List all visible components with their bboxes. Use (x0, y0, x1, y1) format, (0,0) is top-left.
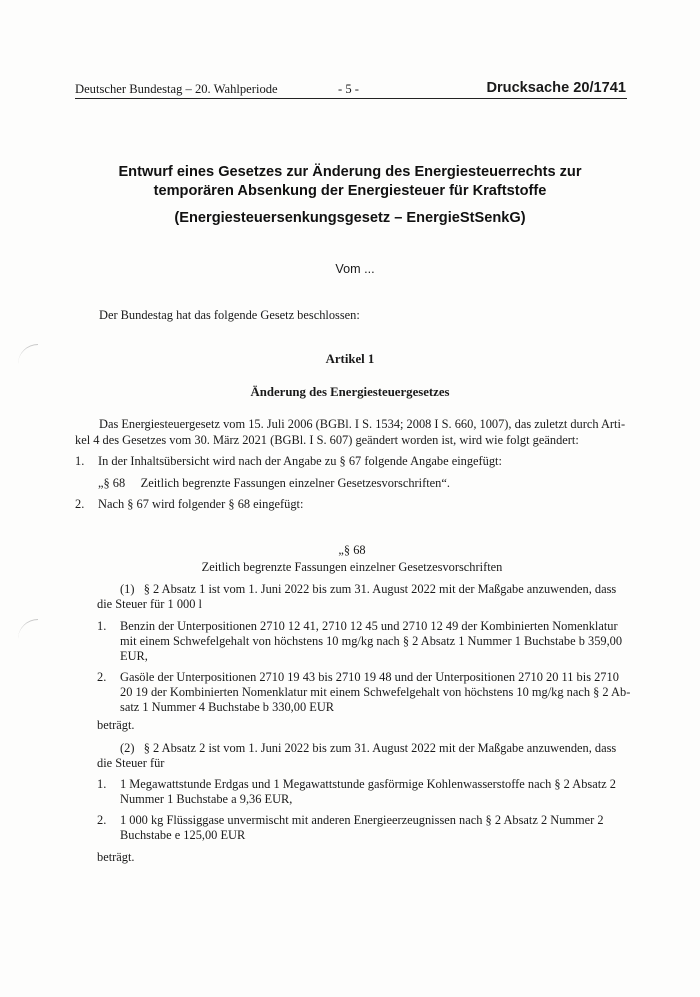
list-item-text: In der Inhaltsübersicht wird nach der Angabe zu § 67 folgende Angabe eingefügt: (98, 454, 502, 468)
absatz-1-line-1: (1) § 2 Absatz 1 ist vom 1. Juni 2022 bis zum 31. August 2022 mit der Maßgabe anzuwenden, dass (120, 582, 617, 596)
list-item-number: 2. (97, 670, 107, 684)
artikel-para-line-1: Das Energiesteuergesetz vom 15. Juli 2006 (BGBl. I S. 1534; 2008 I S. 660, 1007), das zuletzt durch Arti- (99, 417, 626, 431)
drucksache-prefix: Drucksache 20/ (486, 80, 594, 96)
title-line-1: Entwurf eines Gesetzes zur Änderung des Energiesteuerrechts zur (118, 164, 582, 180)
vom-date: Vom ... (335, 262, 375, 276)
scan-mark (18, 619, 38, 640)
paragraph-heading: „§ 68 (338, 543, 366, 557)
list-item-text: Nach § 67 wird folgender § 68 eingefügt: (98, 497, 304, 511)
list-item-line: Nummer 1 Buchstabe a 9,36 EUR, (120, 792, 293, 806)
paragraph-subheading: Zeitlich begrenzte Fassungen einzelner Gesetzesvorschriften (201, 560, 503, 574)
list-item-line: 1 000 kg Flüssiggase unvermischt mit anderen Energieerzeugnissen nach § 2 Absatz 2 Nummer 2 (120, 813, 604, 827)
list-item-line: EUR, (120, 649, 148, 663)
enactment-clause: Der Bundestag hat das folgende Gesetz beschlossen: (99, 308, 360, 322)
absatz-1-end: beträgt. (97, 718, 135, 732)
list-item-number: 1. (75, 454, 85, 468)
list-item-line: Buchstabe e 125,00 EUR (120, 828, 246, 842)
list-item-number: 1. (97, 619, 107, 633)
header-drucksache (486, 80, 626, 96)
list-item-number: 1. (97, 777, 107, 791)
list-item-line: Benzin der Unterpositionen 2710 12 41, 2710 12 45 und 2710 12 49 der Kombinierten Nomenklatur (120, 619, 618, 633)
list-item-sub: „§ 68 Zeitlich begrenzte Fassungen einzelner Gesetzesvorschriften“. (98, 476, 450, 490)
absatz-2-line-1: (2) § 2 Absatz 2 ist vom 1. Juni 2022 bis zum 31. August 2022 mit der Maßgabe anzuwenden, dass (120, 741, 617, 755)
list-item-line: 1 Megawattstunde Erdgas und 1 Megawattstunde gasförmige Kohlenwasserstoffe nach § 2 Absatz 2 (120, 777, 616, 791)
list-item-line: satz 1 Nummer 4 Buchstabe b 330,00 EUR (120, 700, 335, 714)
list-item-number: 2. (97, 813, 107, 827)
header-page-number: - 5 - (338, 82, 359, 96)
title-line-2: temporären Absenkung der Energiesteuer für Kraftstoffe (153, 183, 547, 199)
artikel-para-line-2: kel 4 des Gesetzes vom 30. März 2021 (BGBl. I S. 607) geändert worden ist, wird wie folgt geändert: (75, 433, 579, 447)
absatz-1-line-2: die Steuer für 1 000 l (97, 597, 202, 611)
list-item-number: 2. (75, 497, 85, 511)
list-item-line: mit einem Schwefelgehalt von höchstens 10 mg/kg nach § 2 Absatz 1 Nummer 1 Buchstabe b 359,00 (120, 634, 623, 648)
drucksache-number: 1741 (593, 80, 626, 96)
title-short: (Energiesteuersenkungsgesetz – EnergieStSenkG) (174, 210, 526, 226)
list-item-line: Gasöle der Unterpositionen 2710 19 43 bis 2710 19 48 und der Unterpositionen 2710 20 11 bis 2710 (120, 670, 619, 684)
header-rule (75, 98, 627, 99)
artikel-heading: Artikel 1 (325, 352, 375, 366)
header-left: Deutscher Bundestag – 20. Wahlperiode (75, 82, 278, 96)
absatz-2-end: beträgt. (97, 850, 135, 864)
list-item-line: 20 19 der Kombinierten Nomenklatur mit einem Schwefelgehalt von höchstens 10 mg/kg nach § 2 Ab- (120, 685, 631, 699)
artikel-subheading: Änderung des Energiesteuergesetzes (250, 385, 450, 399)
absatz-2-line-2: die Steuer für (97, 756, 165, 770)
